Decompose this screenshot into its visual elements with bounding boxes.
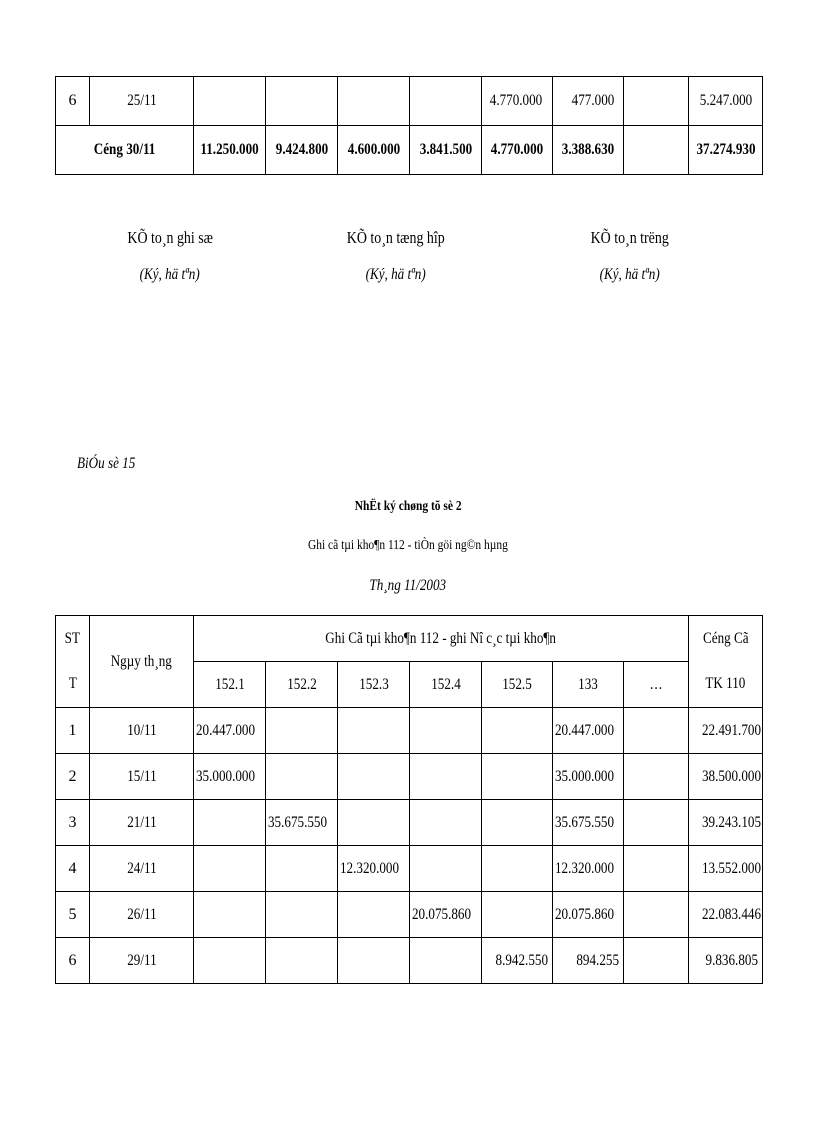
table-row — [56, 800, 763, 846]
stt-cell: 6 — [56, 938, 90, 984]
amount-cell — [410, 754, 482, 800]
table-row — [56, 708, 763, 754]
account-header: 152.2 — [266, 662, 338, 708]
table-row — [56, 892, 763, 938]
total-cell: 22.491.700 — [689, 708, 763, 754]
amount-cell — [266, 77, 338, 126]
amount-cell: 11.250.000 — [194, 126, 266, 175]
amount-cell — [410, 708, 482, 754]
amount-cell — [194, 938, 266, 984]
signature-chief-accountant: KÕ to¸n trëng (Ký, hä tªn) — [590, 228, 670, 283]
amount-cell — [624, 800, 689, 846]
stt-header: ST — [56, 616, 90, 662]
total-cell: 22.083.446 — [689, 892, 763, 938]
total-cell: 9.836.805 — [689, 938, 763, 984]
table-row — [56, 754, 763, 800]
form-label: BiÓu sè 15 — [77, 455, 136, 472]
amount-cell: 20.447.000 — [553, 708, 624, 754]
group-header: Ghi Cã tµi kho¶n 112 - ghi Nî c¸c tµi kho¶n — [194, 616, 689, 662]
date-cell: 15/11 — [90, 754, 194, 800]
amount-cell — [482, 754, 553, 800]
amount-cell — [266, 892, 338, 938]
amount-cell: 9.424.800 — [266, 126, 338, 175]
account-header: 152.5 — [482, 662, 553, 708]
amount-cell — [266, 938, 338, 984]
stt-cell: 4 — [56, 846, 90, 892]
amount-cell — [338, 708, 410, 754]
amount-cell — [410, 77, 482, 126]
amount-cell: 20.447.000 — [194, 708, 266, 754]
amount-cell: 35.675.550 — [553, 800, 624, 846]
amount-cell — [266, 846, 338, 892]
amount-cell — [624, 846, 689, 892]
amount-cell: 35.675.550 — [266, 800, 338, 846]
amount-cell — [624, 77, 689, 126]
stt-cell: 2 — [56, 754, 90, 800]
amount-cell — [194, 77, 266, 126]
amount-cell: 4.600.000 — [338, 126, 410, 175]
stt-cell: 5 — [56, 892, 90, 938]
total-cell: 39.243.105 — [689, 800, 763, 846]
amount-cell — [194, 892, 266, 938]
total-label: Céng 30/11 — [56, 126, 194, 175]
amount-cell — [482, 800, 553, 846]
amount-cell — [338, 754, 410, 800]
header-row — [56, 616, 763, 662]
total-header-bottom: TK 110 — [689, 662, 763, 708]
amount-cell — [338, 938, 410, 984]
signature-accountant: KÕ to¸n ghi sæ (Ký, hä tªn) — [127, 228, 213, 283]
amount-cell: 3.388.630 — [553, 126, 624, 175]
date-cell: 25/11 — [90, 77, 194, 126]
date-header: Ngµy th¸ng — [90, 616, 194, 708]
amount-cell — [266, 754, 338, 800]
date-cell: 26/11 — [90, 892, 194, 938]
amount-cell — [338, 77, 410, 126]
date-cell: 21/11 — [90, 800, 194, 846]
amount-cell — [624, 708, 689, 754]
journal-period: Th¸ng 11/2003 — [369, 577, 447, 594]
date-cell: 10/11 — [90, 708, 194, 754]
total-cell: 13.552.000 — [689, 846, 763, 892]
amount-cell: 894.255 — [553, 938, 624, 984]
date-cell: 29/11 — [90, 938, 194, 984]
amount-cell — [410, 938, 482, 984]
amount-cell — [624, 754, 689, 800]
amount-cell: 35.000.000 — [194, 754, 266, 800]
amount-cell: 12.320.000 — [338, 846, 410, 892]
total-row — [56, 126, 763, 175]
journal-subtitle: Ghi cã tµi kho¶n 112 - tiÒn göi ng©n hµng — [308, 538, 508, 553]
amount-cell: 4.770.000 — [482, 77, 553, 126]
amount-cell — [410, 800, 482, 846]
stt-cell: 6 — [56, 77, 90, 126]
amount-cell — [194, 846, 266, 892]
amount-cell — [624, 938, 689, 984]
amount-cell: 12.320.000 — [553, 846, 624, 892]
total-cell: 37.274.930 — [689, 126, 763, 175]
amount-cell — [482, 708, 553, 754]
amount-cell — [266, 708, 338, 754]
table-row — [56, 938, 763, 984]
total-cell: 38.500.000 — [689, 754, 763, 800]
journal-title: NhËt ký chøng tõ sè 2 — [354, 499, 462, 514]
total-cell: 5.247.000 — [689, 77, 763, 126]
amount-cell — [624, 892, 689, 938]
amount-cell — [194, 800, 266, 846]
amount-cell: 35.000.000 — [553, 754, 624, 800]
journal-table — [55, 615, 763, 984]
account-header: 152.1 — [194, 662, 266, 708]
amount-cell — [482, 892, 553, 938]
stt-cell: 3 — [56, 800, 90, 846]
account-header: 152.4 — [410, 662, 482, 708]
amount-cell: 20.075.860 — [553, 892, 624, 938]
signature-general-accountant: KÕ to¸n tæng hîp (Ký, hä tªn) — [347, 228, 445, 283]
table-row — [56, 846, 763, 892]
account-header: … — [624, 662, 689, 708]
stt-cell: 1 — [56, 708, 90, 754]
amount-cell — [410, 846, 482, 892]
account-header: 152.3 — [338, 662, 410, 708]
amount-cell: 3.841.500 — [410, 126, 482, 175]
account-header: 133 — [553, 662, 624, 708]
amount-cell: 477.000 — [553, 77, 624, 126]
table-row — [56, 77, 763, 126]
amount-cell: 8.942.550 — [482, 938, 553, 984]
amount-cell: 20.075.860 — [410, 892, 482, 938]
amount-cell — [338, 800, 410, 846]
amount-cell — [624, 126, 689, 175]
date-cell: 24/11 — [90, 846, 194, 892]
previous-journal-table — [55, 76, 763, 175]
stt-header-bottom: T — [56, 662, 90, 708]
amount-cell: 4.770.000 — [482, 126, 553, 175]
amount-cell — [482, 846, 553, 892]
total-header: Céng Cã — [689, 616, 763, 662]
amount-cell — [338, 892, 410, 938]
